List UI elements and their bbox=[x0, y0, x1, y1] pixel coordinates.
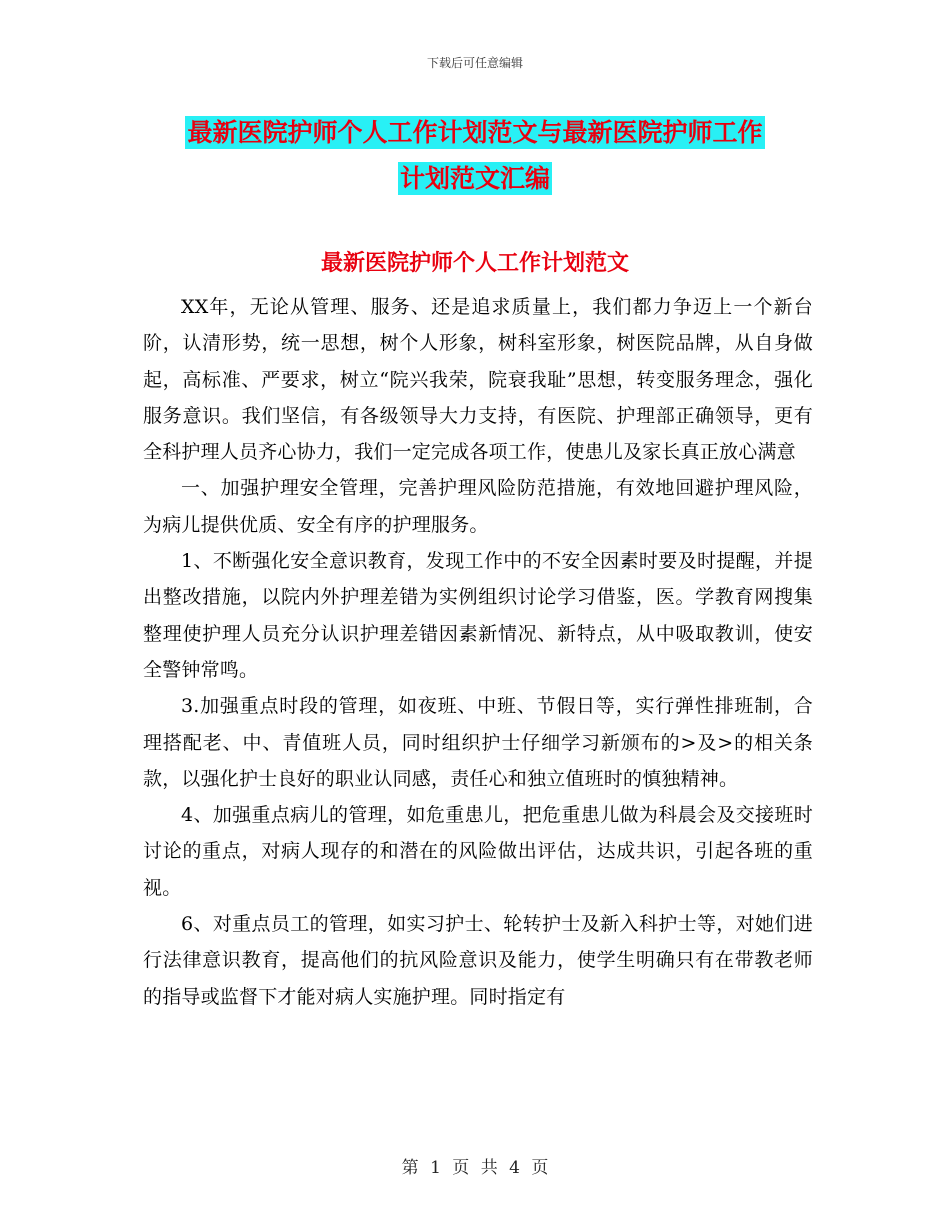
paragraph: 6、对重点员工的管理，如实习护士、轮转护士及新入科护士等，对她们进行法律意识教育，提高他们的抗风险意识及能力，使学生明确只有在带教老师的指导或监督下才能对病人实施护理。同时指定有 bbox=[143, 913, 813, 1008]
header-note: 下载后可任意编辑 bbox=[426, 56, 523, 70]
paragraph: XX年，无论从管理、服务、还是追求质量上，我们都力争迈上一个新台阶，认清形势，统一思想，树个人形象，树科室形象，树医院品牌，从自身做起，高标准、严要求，树立“院兴我荣，院衰我耻”思想，转变服务理念，强化服务意识。我们坚信，有各级领导大力支持，有医院、护理部正确领导，更有全科护理人员齐心协力，我们一定完成各项工作，使患儿及家长真正放心满意 bbox=[143, 296, 813, 464]
paragraph: 1、不断强化安全意识教育，发现工作中的不安全因素时要及时提醒，并提出整改措施，以院内外护理差错为实例组织讨论学习借鉴，医。学教育网搜集整理使护理人员充分认识护理差错因素新情况、新特点，从中吸取教训，使安全警钟常鸣。 bbox=[143, 550, 813, 681]
document-title bbox=[150, 110, 800, 202]
page-number: 第 1 页 共 4 页 bbox=[401, 1158, 549, 1178]
paragraph: 一、加强护理安全管理，完善护理风险防范措施，有效地回避护理风险，为病儿提供优质、安全有序的护理服务。 bbox=[143, 477, 813, 536]
document-title-line-2: 计划范文汇编 bbox=[399, 164, 550, 193]
document-title-line-1: 最新医院护师个人工作计划范文与最新医院护师工作 bbox=[187, 118, 763, 147]
paragraph: 3.加强重点时段的管理，如夜班、中班、节假日等，实行弹性排班制，合理搭配老、中、青值班人员，同时组织护士仔细学习新颁布的>及>的相关条款，以强化护士良好的职业认同感，责任心和独立值班时的慎独精神。 bbox=[143, 695, 813, 790]
document-body bbox=[143, 289, 813, 1015]
section-title: 最新医院护师个人工作计划范文 bbox=[320, 250, 629, 276]
paragraph: 4、加强重点病儿的管理，如危重患儿，把危重患儿做为科晨会及交接班时讨论的重点，对病人现存的和潜在的风险做出评估，达成共识，引起各班的重视。 bbox=[143, 804, 813, 899]
